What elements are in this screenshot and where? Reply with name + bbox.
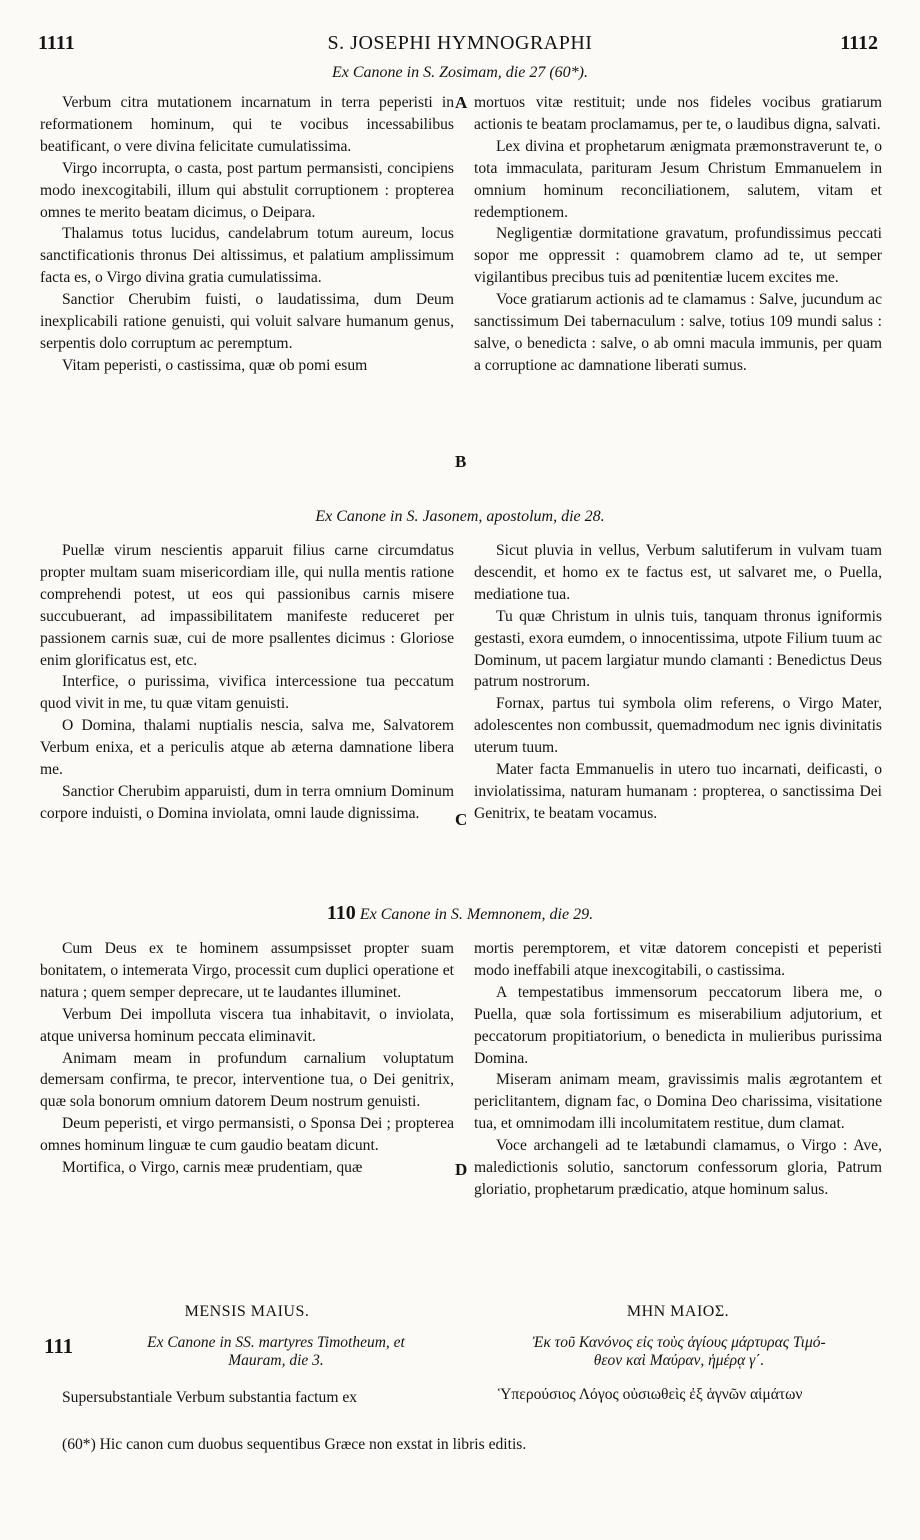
- right-page-number: 1112: [840, 32, 878, 54]
- margin-letter-b: B: [455, 452, 467, 471]
- canon-heading-greek-line1: Ἐκ τοῦ Κανόνος εἰς τοὺς ἁγίους μάρτυρας Τιμό-: [532, 1334, 826, 1351]
- paragraph: Negligentiæ dormitatione gravatum, profundissimus peccati sopor me oppressit : quamobrem clamo ad te, ut semper vigilantibus precibus tuis ad pœnitentiæ lucem excites me.: [474, 225, 882, 287]
- column-number-110: 110: [326, 902, 356, 924]
- paragraph: Voce archangeli ad te lætabundi clamamus, o Virgo : Ave, maledictionis solutio, sanctorum confessorum gloria, Patrum gloriatio, prophetarum prædicatio, atque hominum salus.: [474, 1137, 882, 1198]
- paragraph: Virgo incorrupta, o casta, post partum permansisti, concipiens modo inexcogitabili, illum qui abstulit corruptionem : propterea omnes te merito beatam dicimus, o Deipara.: [40, 159, 454, 221]
- paragraph: Puellæ virum nescientis apparuit filius carne circumdatus propter multam suam misericordiam ille, qui nulla mentis ratione comprehendi potest, ut eos qui passionibus carnis misere succubuerant, ad impassibilitatem manifeste reduceret per passionem carnis suæ, cui de more psallentes dicimus : Gloriose enim glorificatus est, etc.: [40, 542, 454, 669]
- paragraph: Verbum Dei impolluta viscera tua inhabitavit, o inviolata, atque universa hominum peccata eliminavit.: [40, 1005, 454, 1045]
- footnote: (60*) Hic canon cum duobus sequentibus Græce non exstat in libris editis.: [62, 1436, 527, 1453]
- canon-heading-latin-line2: Mauram, die 3.: [228, 1352, 324, 1369]
- left-page-number: 1111: [38, 32, 75, 54]
- canon-heading-greek-line2: θεον καὶ Μαύραν, ἡμέρᾳ γ΄.: [593, 1352, 765, 1369]
- paragraph: Thalamus totus lucidus, candelabrum totum aureum, locus sanctificationis thronus Dei altissimus, et palatium amplissimum facta es, o Virgo divina gratia cumulatissima.: [40, 225, 454, 287]
- section-heading-text: Ex Canone in S. Memnonem, die 29.: [359, 906, 594, 923]
- column-left-zosimam: [40, 92, 454, 377]
- paragraph: Deum peperisti, et virgo permansisti, o Sponsa Dei ; propterea omnes hominum linguæ te cum gaudio beatam dicunt.: [40, 1115, 454, 1155]
- paragraph: Tu quæ Christum in ulnis tuis, tanquam thronus igniformis gestasti, exora eumdem, o innocentissima, utpote Filium tuum ac Dominum, ut pacem largiatur mundo clamanti : Benedictus Deus patrum nostrorum.: [474, 607, 882, 691]
- column-number-111: 111: [44, 1334, 74, 1358]
- running-title: S. JOSEPHI HYMNOGRAPHI: [327, 32, 593, 54]
- paragraph: Interfice, o purissima, vivifica intercessione tua peccatum quod vivit in me, tu quæ vitam genuisti.: [40, 673, 454, 713]
- column-left-jasonem: [40, 540, 454, 825]
- paragraph: mortis peremptorem, et vitæ datorem concepisti et peperisti modo ineffabili atque inexcogitabili, o castissima.: [474, 940, 882, 979]
- paragraph: Mortifica, o Virgo, carnis meæ prudentiam, quæ: [62, 1159, 363, 1177]
- paragraph: Verbum citra mutationem incarnatum in terra peperisti in reformationem hominum, qui te vocibus incessabilibus beatificant, o vere divina felicitate cumulatissima.: [40, 94, 454, 155]
- month-heading-latin: MENSIS MAIUS.: [184, 1303, 310, 1320]
- paragraph: Fornax, partus tui symbola olim referens, o Virgo Mater, adolescentes non combussit, quemadmodum nec ignis divinitatis uterum tuum.: [474, 695, 882, 757]
- paragraph: mortuos vitæ restituit; unde nos fideles vocibus gratiarum actionis te beatam proclamamus, per te, o laudibus digna, salvati.: [474, 94, 882, 133]
- first-line-greek: Ὑπερούσιος Λόγος οὐσιωθεὶς ἐξ ἁγνῶν αἱμάτων: [498, 1386, 803, 1403]
- margin-letter-a: A: [455, 93, 468, 112]
- paragraph: A tempestatibus immensorum peccatorum libera me, o Puella, quæ sola fortissimum es miserabilium adjutorium, et peccatorum propitiatorium, o benedicta in mulieribus purissima Domina.: [474, 983, 882, 1067]
- column-right-jasonem: [474, 540, 882, 825]
- paragraph: Sanctior Cherubim apparuisti, dum in terra omnium Dominum corpore induisti, o Domina inviolata, omni laude dignissima.: [40, 782, 454, 822]
- paragraph: Animam meam in profundum carnalium voluptatum demersam confirma, te precor, interventione tua, o Dei genitrix, quæ sola bonorum omnium datorem Deum nostrum genuisti.: [40, 1049, 454, 1111]
- paragraph: Lex divina et prophetarum ænigmata præmonstraverunt te, o tota immaculata, parituram Jesum Christum Emmanuelem in omnium hominum reconciliationem, salutem, vitam et redemptionem.: [474, 137, 882, 221]
- paragraph: Cum Deus ex te hominem assumpsisset propter suam bonitatem, o intemerata Virgo, processit cum duplici operatione et natura ; quem semper deprecare, ut te laudantes illuminet.: [40, 940, 454, 1001]
- month-heading-greek: ΜΗΝ ΜΑΙΟΣ.: [626, 1303, 730, 1320]
- margin-letter-d: D: [455, 1160, 468, 1179]
- paragraph: Vitam peperisti, o castissima, quæ ob pomi esum: [62, 356, 368, 374]
- paragraph: O Domina, thalami nuptialis nescia, salva me, Salvatorem Verbum enixa, et a periculis atque ab æterna damnatione libera me.: [40, 717, 454, 779]
- paragraph: Sicut pluvia in vellus, Verbum salutiferum in vulvam tuam descendit, et homo ex te factus est, ut salvaret me, o Puella, mediatione tua.: [474, 542, 882, 603]
- column-right-memnonem: [474, 938, 882, 1201]
- column-left-memnonem: [40, 938, 454, 1179]
- paragraph: Mater facta Emmanuelis in utero tuo incarnati, deificasti, o inviolatissima, naturam humanam : propterea, o sanctissima Dei Genitrix, te beatam vocamus.: [474, 761, 882, 822]
- section-heading-memnonem: [0, 902, 920, 925]
- canon-heading-latin: [96, 1334, 456, 1370]
- section-heading-jasonem: Ex Canone in S. Jasonem, apostolum, die 28.: [315, 508, 605, 525]
- paragraph: Voce gratiarum actionis ad te clamamus : Salve, jucundum ac sanctissimum Dei tabernaculum : salve, totius 109 mundi salus : salve, o benedicta : salve, o ab omni macula immunis, per quam a corruptione ac damnatione liberati sumus.: [474, 291, 882, 374]
- column-right-zosimam: [474, 92, 882, 377]
- canon-heading-greek: [474, 1334, 884, 1370]
- canon-heading-latin-line1: Ex Canone in SS. martyres Timotheum, et: [147, 1334, 405, 1351]
- first-line-latin: Supersubstantiale Verbum substantia factum ex: [62, 1389, 358, 1406]
- paragraph: Sanctior Cherubim fuisti, o laudatissima, dum Deum inexplicabili ratione genuisti, qui voluit salvare humanum genus, serpentis dolo corruptum ac peremptum.: [40, 291, 454, 352]
- margin-letter-c: C: [455, 810, 468, 829]
- section-heading-zosimam: Ex Canone in S. Zosimam, die 27 (60*).: [332, 64, 588, 81]
- paragraph: Miseram animam meam, gravissimis malis ægrotantem et periclitantem, dignam fac, o Domina Deo charissima, visitatione tua, et omnimodam illi incolumitatem restitue, dum clamat.: [474, 1071, 882, 1133]
